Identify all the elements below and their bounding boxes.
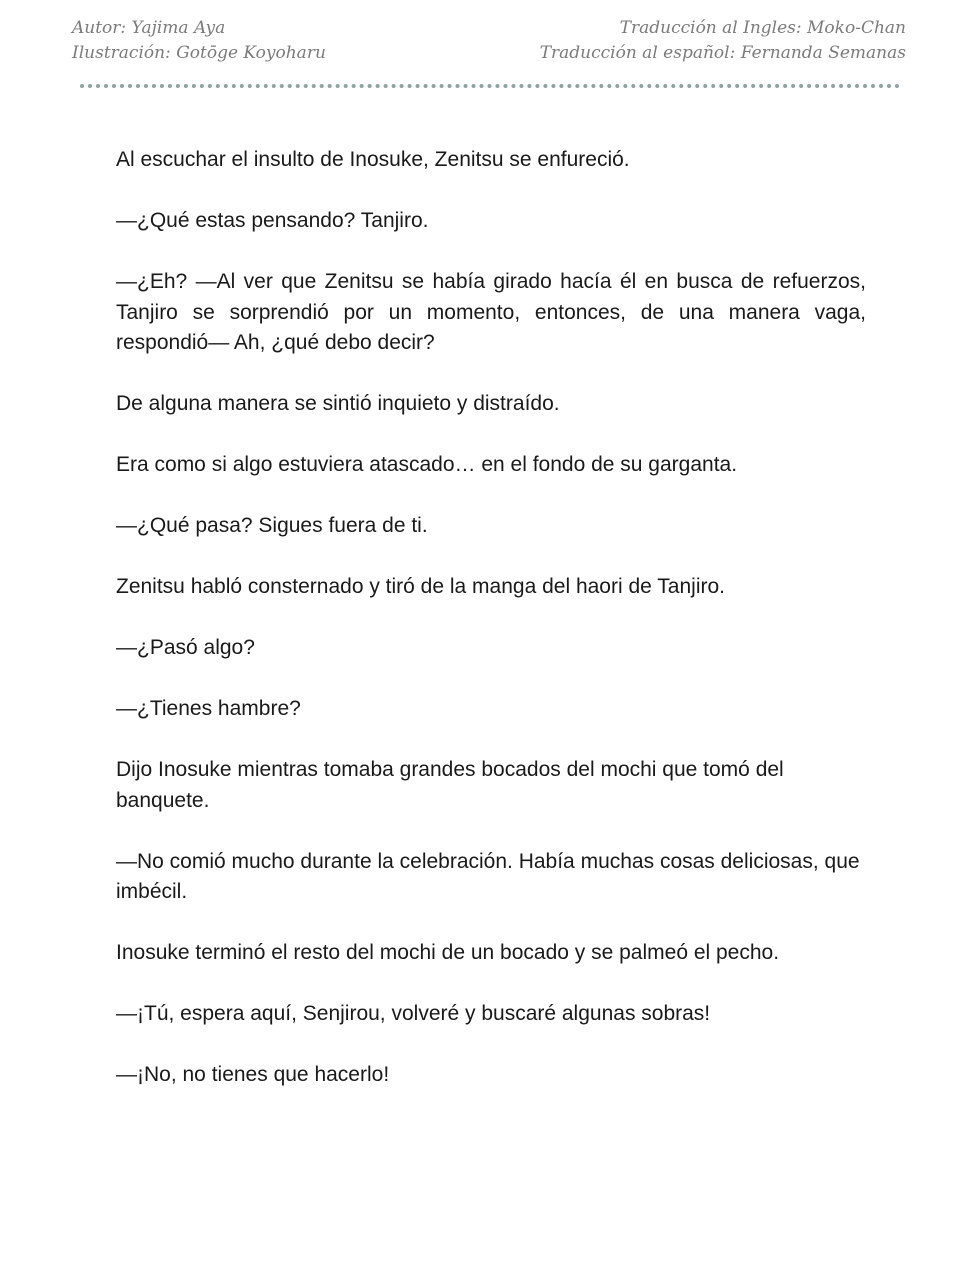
illustration-credit: Ilustración: Gotōge Koyoharu [72, 43, 326, 63]
paragraph: —¿Pasó algo? [116, 636, 255, 659]
header-credits-left [72, 16, 326, 66]
paragraph: Inosuke terminó el resto del mochi de un bocado y se palmeó el pecho. [116, 941, 780, 964]
paragraph: —No comió mucho durante la celebración. Había muchas cosas deliciosas, que imbécil. [116, 849, 860, 903]
paragraph: Dijo Inosuke mientras tomaba grandes bocados del mochi que tomó del banquete. [116, 758, 784, 812]
english-translation-credit: Traducción al Ingles: Moko-Chan [619, 18, 906, 38]
paragraph: —¡No, no tienes que hacerlo! [116, 1063, 390, 1086]
header-credits-right [540, 16, 906, 66]
paragraph: —¿Tienes hambre? [116, 697, 301, 720]
dotted-divider [80, 84, 900, 88]
page-header [72, 16, 906, 72]
paragraph: De alguna manera se sintió inquieto y distraído. [116, 392, 560, 415]
paragraph: Zenitsu habló consternado y tiró de la manga del haori de Tanjiro. [116, 575, 725, 598]
paragraph: Era como si algo estuviera atascado… en el fondo de su garganta. [116, 453, 738, 476]
paragraph: Al escuchar el insulto de Inosuke, Zenitsu se enfureció. [116, 148, 630, 171]
story-text [116, 145, 866, 1121]
paragraph: —¿Eh? —Al ver que Zenitsu se había girado hacía él en busca de refuerzos, Tanjiro se sorprendió por un momento, entonces, de una manera vaga, respondió— Ah, ¿qué debo decir? [116, 270, 866, 354]
paragraph: —¿Qué estas pensando? Tanjiro. [116, 209, 429, 232]
author-credit: Autor: Yajima Aya [72, 18, 226, 38]
paragraph: —¡Tú, espera aquí, Senjirou, volveré y buscaré algunas sobras! [116, 1002, 711, 1025]
paragraph: —¿Qué pasa? Sigues fuera de ti. [116, 514, 428, 537]
spanish-translation-credit: Traducción al español: Fernanda Semanas [539, 43, 906, 63]
